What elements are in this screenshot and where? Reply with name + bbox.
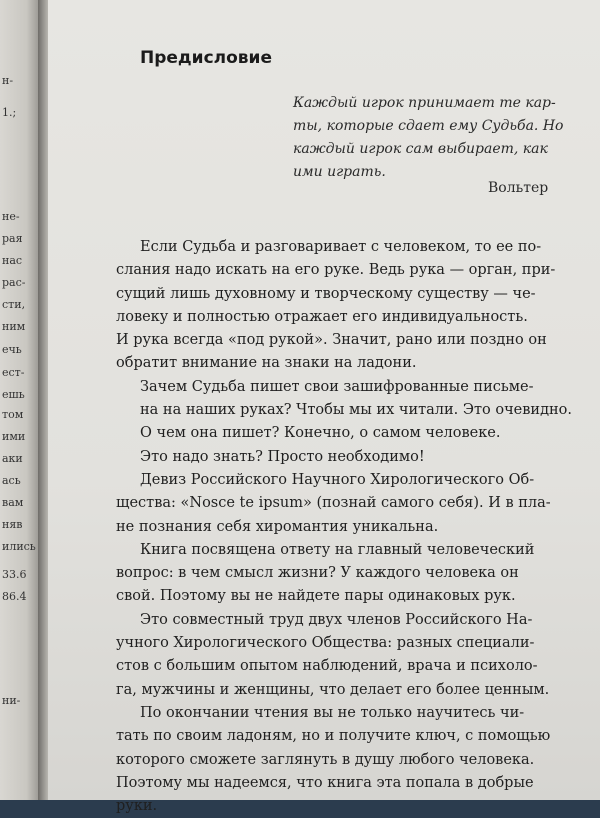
body-line: тать по своим ладоням, но и получите ключ, с помощью [116, 728, 551, 745]
epigraph [293, 92, 581, 184]
body-line: Это надо знать? Просто необходимо! [140, 448, 425, 465]
body-line: Зачем Судьба пишет свои зашифрованные письме- [140, 378, 534, 395]
left-page-fragment: ась [2, 474, 21, 487]
epigraph-author: Вольтер [488, 180, 549, 196]
left-page-edge [0, 0, 38, 800]
body-line: щества: «Nosce te ipsum» (познай самого себя). И в пла- [116, 495, 551, 512]
body-line: О чем она пишет? Конечно, о самом человеке. [140, 425, 501, 442]
body-line: слания надо искать на его руке. Ведь рука — орган, при- [116, 262, 556, 279]
body-line: на на наших руках? Чтобы мы их читали. Это очевидно. [140, 402, 572, 419]
book-page [48, 0, 600, 815]
left-page-fragment: рас- [2, 276, 26, 289]
left-page-fragment: 1.; [2, 106, 17, 119]
left-page-fragment: ни- [2, 694, 21, 707]
body-line: И рука всегда «под рукой». Значит, рано или поздно он [116, 332, 547, 349]
body-line: Девиз Российского Научного Хирологического Об- [140, 471, 535, 488]
body-line: свой. Поэтому вы не найдете пары одинаковых рук. [116, 588, 516, 605]
left-page-fragment: н- [2, 74, 14, 87]
left-page-fragment: ним [2, 320, 26, 333]
left-page-fragment: няв [2, 518, 23, 531]
left-page-fragment: 86.4 [2, 590, 27, 603]
body-line: Поэтому мы надеемся, что книга эта попала в добрые [116, 774, 534, 791]
left-page-fragment: сти, [2, 298, 26, 311]
body-line: Книга посвящена ответу на главный человеческий [140, 541, 535, 558]
body-line: не познания себя хиромантия уникальна. [116, 518, 439, 535]
body-line: которого сможете заглянуть в душу любого человека. [116, 751, 535, 768]
epigraph-line: ими играть. [293, 164, 386, 180]
left-page-fragment: ешь [2, 388, 25, 401]
body-line: вопрос: в чем смысл жизни? У каждого человека он [116, 565, 519, 582]
left-page-fragment: нас [2, 254, 23, 267]
left-page-fragment: не- [2, 210, 20, 223]
body-line: учного Хирологического Общества: разных специали- [116, 635, 535, 652]
body-line: Это совместный труд двух членов Российского На- [140, 611, 533, 628]
epigraph-line: каждый игрок сам выбирает, как [293, 141, 548, 157]
body-line: ловеку и полностью отражает его индивидуальность. [116, 308, 528, 325]
book-gutter [38, 0, 48, 800]
left-page-fragment: вам [2, 496, 24, 509]
left-page-fragment: ест- [2, 366, 25, 379]
left-page-fragment: том [2, 408, 24, 421]
body-line: Если Судьба и разговаривает с человеком, то ее по- [140, 239, 542, 255]
epigraph-line: Каждый игрок принимает те кар- [293, 95, 556, 111]
left-page-fragment: рая [2, 232, 23, 245]
body-line: По окончании чтения вы не только научитесь чи- [140, 704, 525, 721]
left-page-fragment: ились [2, 540, 36, 553]
body-text [116, 236, 596, 818]
left-page-fragment: ечь [2, 343, 22, 356]
epigraph-line: ты, которые сдает ему Судьба. Но [293, 118, 564, 134]
body-line: обратит внимание на знаки на ладони. [116, 355, 417, 372]
left-page-fragment: ими [2, 430, 26, 443]
body-line: руки. [116, 798, 158, 815]
body-line: сущий лишь духовному и творческому существу — че- [116, 285, 536, 302]
body-line: га, мужчины и женщины, что делает его более ценным. [116, 681, 550, 698]
page-heading: Предисловие [140, 48, 272, 68]
left-page-fragment: аки [2, 452, 23, 465]
body-line: стов с большим опытом наблюдений, врача и психоло- [116, 658, 538, 675]
left-page-fragment: 33.6 [2, 568, 27, 581]
